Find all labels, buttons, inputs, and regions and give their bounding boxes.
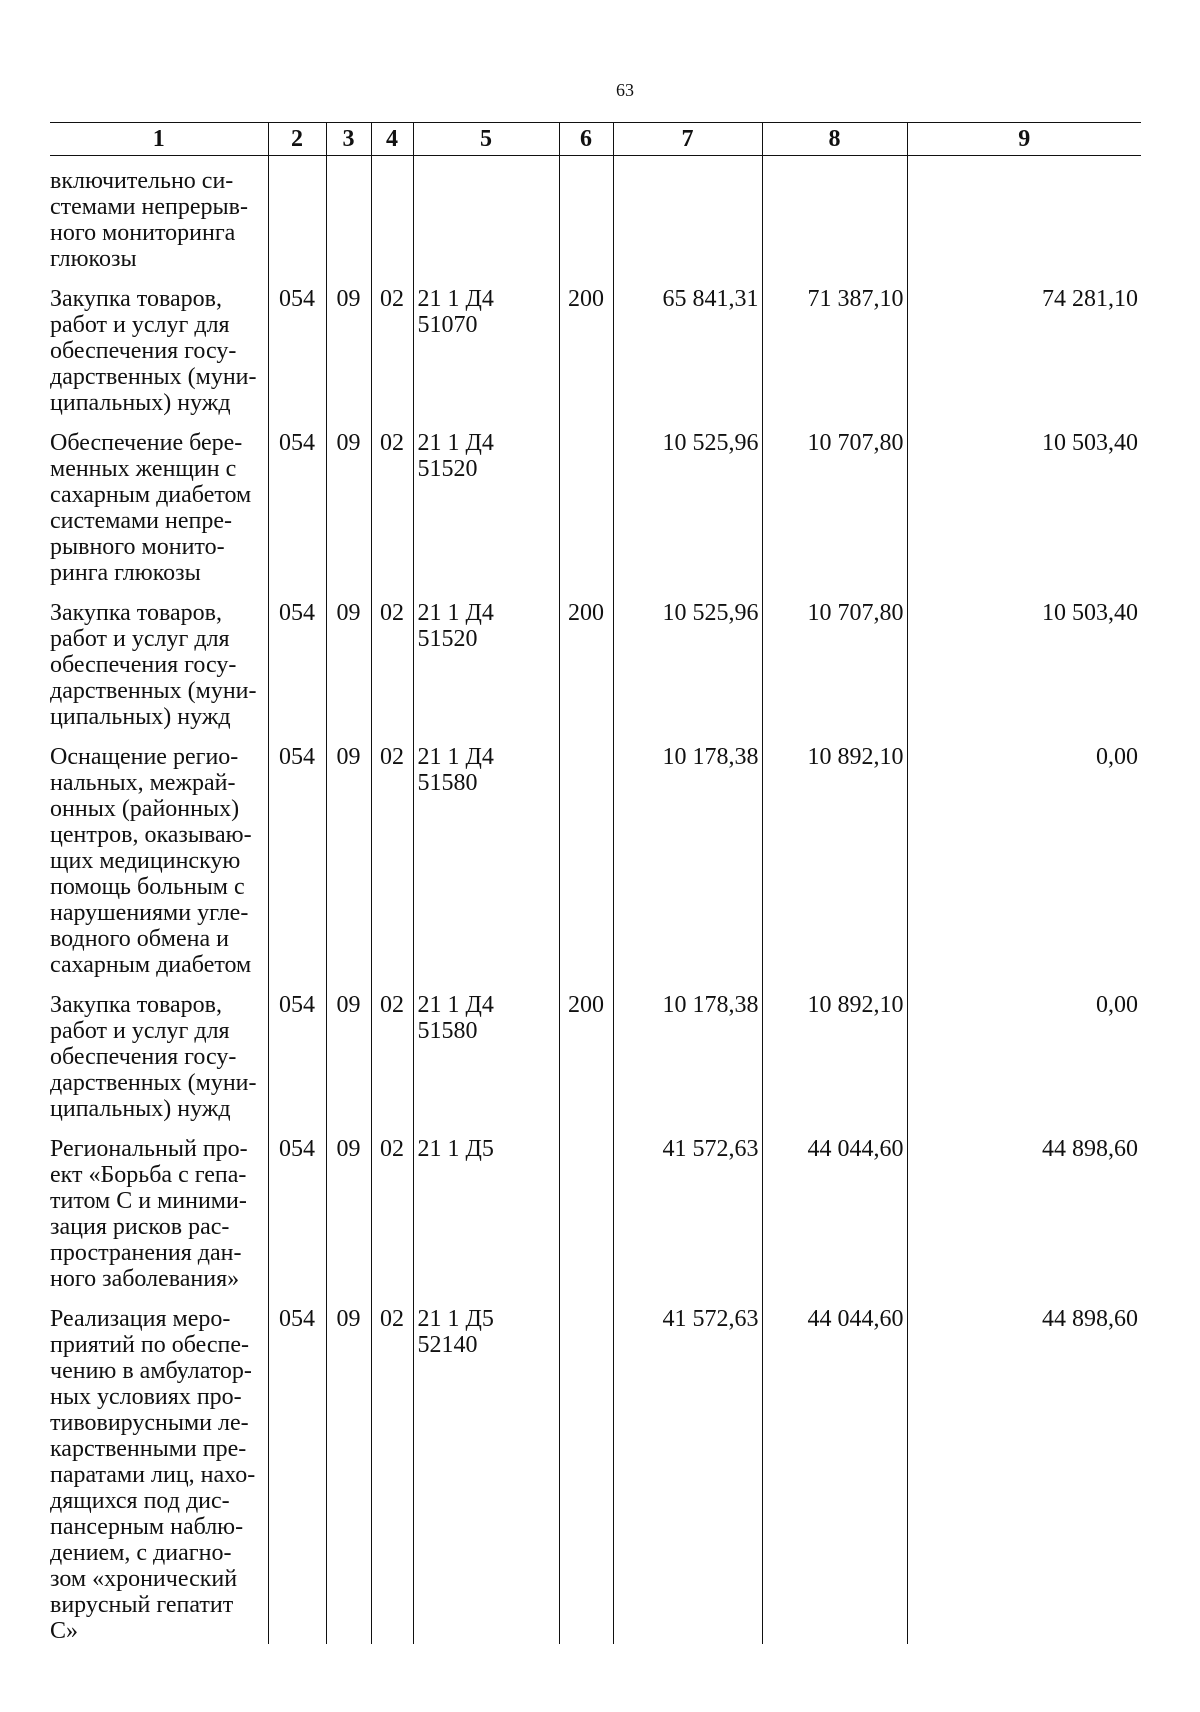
row-target-article-cell: 21 1 Д4 51580 [413, 730, 559, 978]
header-col-3: 3 [326, 123, 371, 156]
row-amount-col8-cell: 10 707,80 [762, 586, 907, 730]
row-section-cell [326, 156, 371, 273]
budget-table [50, 122, 1141, 1644]
row-name-line: менных женщин с [50, 456, 237, 482]
row-name-line: дарственных (муни- [50, 364, 257, 390]
row-section-cell: 09 [326, 1122, 371, 1292]
row-name-line: зация рисков рас- [50, 1214, 230, 1240]
row-expense-type-cell: 200 [559, 586, 613, 730]
row-name-line: пансерным наблю- [50, 1514, 244, 1540]
row-name-line: зом «хронический [50, 1566, 238, 1592]
row-name-line: вирусный гепатит [50, 1592, 234, 1618]
row-section-cell: 09 [326, 730, 371, 978]
row-name-line: нарушениями угле- [50, 900, 249, 926]
row-name-line: Закупка товаров, [50, 992, 222, 1018]
row-name-cell [50, 1122, 268, 1292]
row-subsection-cell: 02 [371, 1122, 413, 1292]
budget-table-container [50, 122, 1141, 1644]
row-target-article-cell: 21 1 Д4 51520 [413, 416, 559, 586]
row-amount-col9-cell: 10 503,40 [907, 586, 1141, 730]
row-amount-col8-cell: 44 044,60 [762, 1292, 907, 1644]
table-row [50, 272, 1141, 416]
row-name-line: глюкозы [50, 246, 137, 272]
row-name-cell [50, 978, 268, 1122]
row-name-line: водного обмена и [50, 926, 229, 952]
header-col-7: 7 [613, 123, 762, 156]
row-target-article-cell: 21 1 Д5 52140 [413, 1292, 559, 1644]
row-name-line: чению в амбулатор- [50, 1358, 252, 1384]
row-name-line: дарственных (муни- [50, 678, 257, 704]
row-ministry-code-cell: 054 [268, 1122, 326, 1292]
row-name-line: ципальных) нужд [50, 704, 231, 730]
row-name-line: Закупка товаров, [50, 286, 222, 312]
row-name-line: титом С и миними- [50, 1188, 247, 1214]
row-amount-col8-cell: 10 892,10 [762, 978, 907, 1122]
row-amount-col9-cell [907, 156, 1141, 273]
row-ministry-code-cell [268, 156, 326, 273]
row-target-article-cell [413, 156, 559, 273]
row-amount-col9-cell: 0,00 [907, 730, 1141, 978]
row-amount-col7-cell [613, 156, 762, 273]
row-name-line: С» [50, 1618, 79, 1644]
row-expense-type-cell [559, 156, 613, 273]
row-expense-type-cell [559, 1292, 613, 1644]
row-section-cell: 09 [326, 586, 371, 730]
row-subsection-cell: 02 [371, 586, 413, 730]
table-row [50, 978, 1141, 1122]
row-name-line: включительно си- [50, 168, 234, 194]
row-amount-col9-cell: 44 898,60 [907, 1122, 1141, 1292]
row-name-line: приятий по обеспе- [50, 1332, 250, 1358]
row-amount-col7-cell: 10 178,38 [613, 978, 762, 1122]
row-name-line: ринга глюкозы [50, 560, 201, 586]
row-ministry-code-cell: 054 [268, 416, 326, 586]
row-name-line: нальных, межрай- [50, 770, 236, 796]
row-amount-col9-cell: 44 898,60 [907, 1292, 1141, 1644]
header-col-9: 9 [907, 123, 1141, 156]
row-amount-col7-cell: 10 178,38 [613, 730, 762, 978]
row-amount-col7-cell: 10 525,96 [613, 586, 762, 730]
row-name-line: работ и услуг для [50, 1018, 230, 1044]
row-section-cell: 09 [326, 416, 371, 586]
row-amount-col8-cell [762, 156, 907, 273]
table-row [50, 1122, 1141, 1292]
row-name-line: ных условиях про- [50, 1384, 242, 1410]
row-amount-col7-cell: 41 572,63 [613, 1122, 762, 1292]
row-name-line: сахарным диабетом [50, 952, 252, 978]
row-name-line: тивовирусными ле- [50, 1410, 249, 1436]
header-col-4: 4 [371, 123, 413, 156]
row-name-line: ного заболевания» [50, 1266, 240, 1292]
row-section-cell: 09 [326, 272, 371, 416]
row-name-cell [50, 416, 268, 586]
row-amount-col8-cell: 10 707,80 [762, 416, 907, 586]
row-name-line: обеспечения госу- [50, 652, 237, 678]
row-subsection-cell: 02 [371, 1292, 413, 1644]
row-name-line: Оснащение регио- [50, 744, 239, 770]
row-name-line: ципальных) нужд [50, 390, 231, 416]
table-row [50, 156, 1141, 273]
row-name-line: пространения дан- [50, 1240, 242, 1266]
header-col-6: 6 [559, 123, 613, 156]
row-name-line: паратами лиц, нахо- [50, 1462, 256, 1488]
row-expense-type-cell: 200 [559, 272, 613, 416]
row-target-article-cell: 21 1 Д4 51580 [413, 978, 559, 1122]
row-subsection-cell: 02 [371, 416, 413, 586]
row-ministry-code-cell: 054 [268, 1292, 326, 1644]
header-col-8: 8 [762, 123, 907, 156]
row-name-line: Обеспечение бере- [50, 430, 243, 456]
row-amount-col7-cell: 65 841,31 [613, 272, 762, 416]
row-ministry-code-cell: 054 [268, 586, 326, 730]
row-expense-type-cell [559, 416, 613, 586]
row-name-line: ного мониторинга [50, 220, 236, 246]
row-name-line: карственными пре- [50, 1436, 247, 1462]
row-subsection-cell: 02 [371, 730, 413, 978]
row-ministry-code-cell: 054 [268, 730, 326, 978]
row-name-line: помощь больным с [50, 874, 245, 900]
row-name-line: Реализация меро- [50, 1306, 231, 1332]
row-name-line: центров, оказываю- [50, 822, 252, 848]
row-name-cell [50, 1292, 268, 1644]
row-name-line: щих медицинскую [50, 848, 241, 874]
row-name-cell [50, 156, 268, 273]
row-section-cell: 09 [326, 1292, 371, 1644]
row-subsection-cell [371, 156, 413, 273]
row-target-article-cell: 21 1 Д4 51520 [413, 586, 559, 730]
row-name-line: сахарным диабетом [50, 482, 252, 508]
table-row [50, 730, 1141, 978]
row-ministry-code-cell: 054 [268, 272, 326, 416]
row-name-line: Региональный про- [50, 1136, 248, 1162]
row-expense-type-cell: 200 [559, 978, 613, 1122]
row-name-line: работ и услуг для [50, 312, 230, 338]
header-col-1: 1 [50, 123, 268, 156]
row-name-line: обеспечения госу- [50, 1044, 237, 1070]
row-name-line: Закупка товаров, [50, 600, 222, 626]
row-name-cell [50, 272, 268, 416]
page-number: 63 [616, 80, 634, 100]
row-target-article-cell: 21 1 Д4 51070 [413, 272, 559, 416]
table-row [50, 416, 1141, 586]
row-expense-type-cell [559, 730, 613, 978]
row-amount-col8-cell: 10 892,10 [762, 730, 907, 978]
row-amount-col7-cell: 10 525,96 [613, 416, 762, 586]
row-subsection-cell: 02 [371, 978, 413, 1122]
row-name-line: рывного монито- [50, 534, 225, 560]
row-name-line: работ и услуг для [50, 626, 230, 652]
row-name-line: дарственных (муни- [50, 1070, 257, 1096]
row-name-cell [50, 730, 268, 978]
row-amount-col9-cell: 0,00 [907, 978, 1141, 1122]
header-col-2: 2 [268, 123, 326, 156]
row-amount-col8-cell: 71 387,10 [762, 272, 907, 416]
row-name-line: онных (районных) [50, 796, 240, 822]
row-name-line: дящихся под дис- [50, 1488, 230, 1514]
table-body [50, 156, 1141, 1645]
row-name-line: системами непре- [50, 508, 232, 534]
row-ministry-code-cell: 054 [268, 978, 326, 1122]
row-name-line: стемами непрерыв- [50, 194, 248, 220]
row-amount-col7-cell: 41 572,63 [613, 1292, 762, 1644]
row-name-line: дением, с диагно- [50, 1540, 232, 1566]
row-section-cell: 09 [326, 978, 371, 1122]
table-row [50, 586, 1141, 730]
table-row [50, 1292, 1141, 1644]
row-amount-col9-cell: 74 281,10 [907, 272, 1141, 416]
row-expense-type-cell [559, 1122, 613, 1292]
header-row [50, 123, 1141, 156]
row-name-line: ципальных) нужд [50, 1096, 231, 1122]
row-target-article-cell: 21 1 Д5 [413, 1122, 559, 1292]
row-amount-col8-cell: 44 044,60 [762, 1122, 907, 1292]
header-col-5: 5 [413, 123, 559, 156]
row-amount-col9-cell: 10 503,40 [907, 416, 1141, 586]
row-name-line: ект «Борьба с гепа- [50, 1162, 247, 1188]
row-name-cell [50, 586, 268, 730]
row-subsection-cell: 02 [371, 272, 413, 416]
row-name-line: обеспечения госу- [50, 338, 237, 364]
